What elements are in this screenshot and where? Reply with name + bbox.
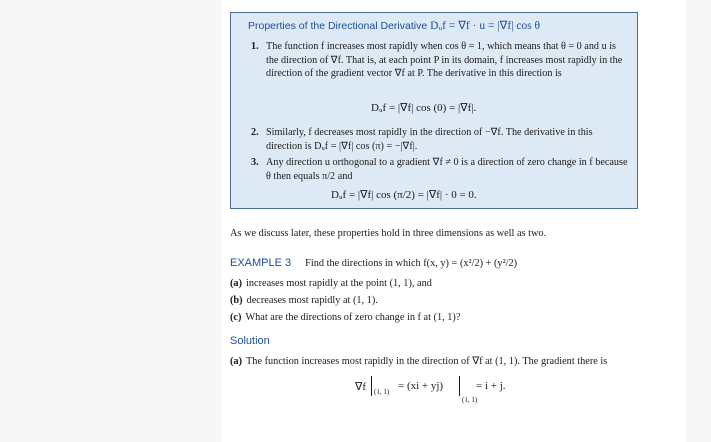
item-number: 1. — [251, 41, 259, 52]
gradient-result-text: = i + j. — [476, 380, 506, 392]
property-item-3 — [251, 156, 629, 183]
item-number: 3. — [251, 157, 259, 168]
example-part-a — [230, 278, 432, 289]
evaluation-bar — [459, 376, 460, 396]
part-text: What are the directions of zero change in f at (1, 1)? — [245, 312, 461, 323]
example-part-c — [230, 312, 460, 323]
item-text: Any direction u orthogonal to a gradient ∇f ≠ 0 is a direction of zero change in f because θ then equals π/2 and — [266, 157, 628, 182]
gradient-middle — [398, 380, 443, 392]
part-tag: (a) — [230, 356, 243, 367]
item-text: Similarly, f decreases most rapidly in the direction of −∇f. The derivative in this direction is Dᵤf = |∇f| cos (π) = −|∇f|. — [266, 127, 593, 152]
part-tag: (c) — [230, 312, 242, 323]
item-number: 2. — [251, 127, 259, 138]
viewer-right-margin — [686, 0, 711, 442]
example-statement: Find the directions in which f(x, y) = (x²/2) + (y²/2) — [305, 258, 518, 269]
gradient-lhs-subscript: (1, 1) — [374, 388, 390, 396]
part-text: decreases most rapidly at (1, 1). — [246, 295, 378, 306]
evaluation-bar — [371, 376, 372, 396]
gradient-middle-text: = (xi + yj) — [398, 380, 444, 392]
gradient-lhs: ∇f — [355, 381, 367, 393]
box-title-text: Properties of the Directional Derivative — [248, 20, 431, 32]
box-title — [248, 18, 540, 32]
example-part-b — [230, 295, 378, 306]
solution-part-a — [230, 355, 607, 367]
part-tag: (b) — [230, 295, 243, 306]
example-label: EXAMPLE 3 — [230, 257, 292, 269]
part-text: The function increases most rapidly in the direction of ∇f at (1, 1). The gradient there is — [246, 356, 608, 367]
example-heading — [230, 253, 517, 271]
gradient-result — [476, 380, 506, 392]
item-text: The function f increases most rapidly when cos θ = 1, which means that θ = 0 and u is the direction of ∇f. That is, at each point P in its domain, f increases most rapidly in the direction of the gradient vector ∇f at P. The derivative in this direction is — [266, 41, 623, 80]
property-item-1 — [251, 40, 629, 81]
part-text: increases most rapidly at the point (1, 1), and — [246, 278, 432, 289]
equation-zero-change: Dᵤf = |∇f| cos (π/2) = |∇f| · 0 = 0. — [331, 189, 477, 201]
equation-max-rate: Dᵤf = |∇f| cos (0) = |∇f|. — [371, 102, 477, 114]
part-tag: (a) — [230, 278, 243, 289]
properties-box — [230, 12, 638, 209]
property-item-2 — [251, 126, 629, 153]
viewer-left-margin — [0, 0, 222, 442]
discussion-paragraph: As we discuss later, these properties hold in three dimensions as well as two. — [230, 228, 547, 239]
solution-label: Solution — [230, 335, 270, 347]
box-title-formula: Dᵤf = ∇f · u = |∇f| cos θ — [430, 20, 541, 32]
gradient-middle-subscript: (1, 1) — [462, 396, 478, 404]
gradient-equation — [355, 380, 366, 393]
